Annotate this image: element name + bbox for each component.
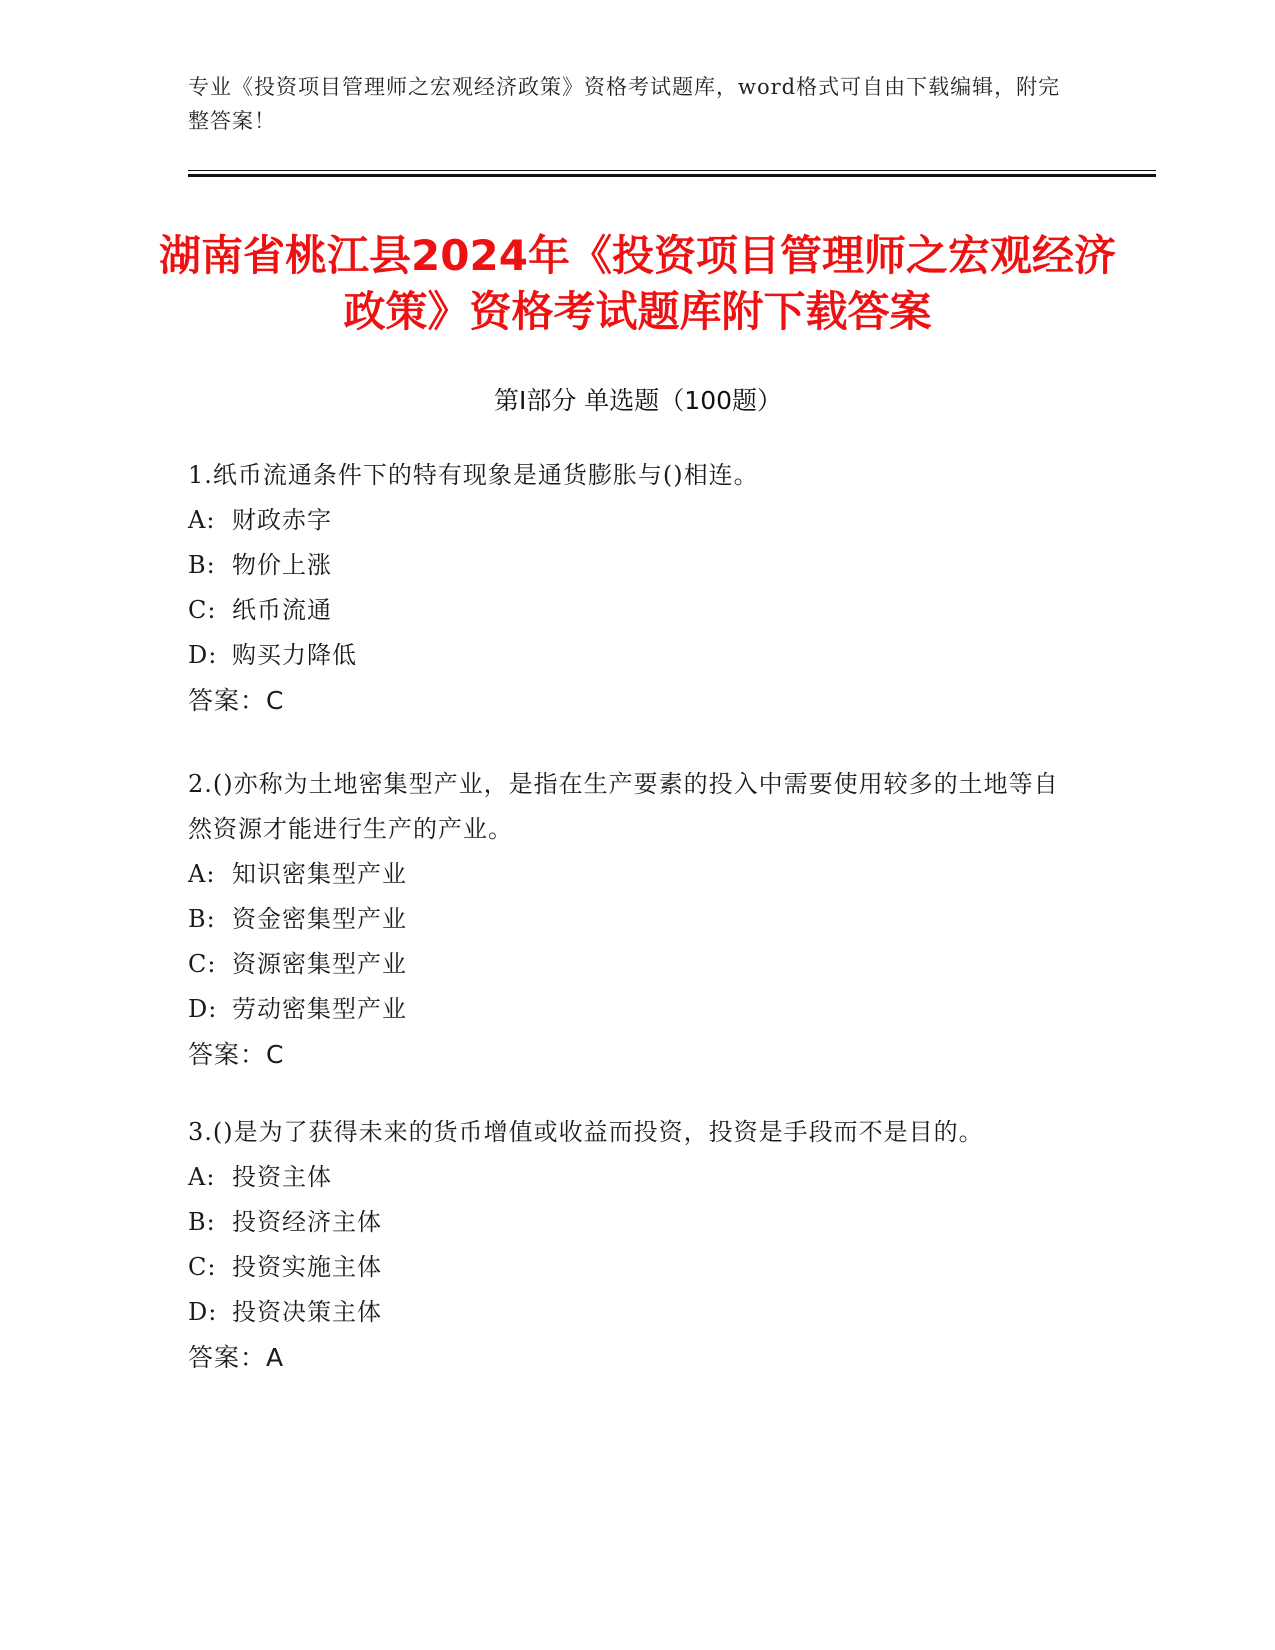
option-letter: C: (188, 596, 217, 624)
question-3 (188, 1110, 1068, 1380)
option-b (188, 543, 1068, 588)
answer-line (188, 1335, 1068, 1380)
option-c (188, 942, 1068, 987)
option-text: 投资经济主体 (232, 1208, 382, 1236)
section-title: 第Ⅰ部分 单选题（100题） (493, 386, 783, 415)
answer-value: C (266, 686, 285, 715)
option-a (188, 852, 1068, 897)
option-letter: C: (188, 950, 217, 978)
option-d (188, 987, 1068, 1032)
option-text: 购买力降低 (232, 641, 357, 669)
header-rule-thick (188, 174, 1156, 177)
question-2 (188, 762, 1068, 1077)
option-letter: D: (188, 1298, 218, 1326)
question-stem: 1.纸币流通条件下的特有现象是通货膨胀与()相连。 (188, 461, 759, 489)
option-letter: B: (188, 905, 216, 933)
option-letter: A: (188, 506, 216, 534)
option-text: 劳动密集型产业 (232, 995, 407, 1023)
option-text: 知识密集型产业 (232, 860, 407, 888)
option-c (188, 588, 1068, 633)
question-stem: 2.()亦称为土地密集型产业，是指在生产要素的投入中需要使用较多的土地等自然资源才能进行生产的产业。 (188, 770, 1059, 843)
answer-label: 答案： (188, 1343, 267, 1372)
option-text: 资金密集型产业 (232, 905, 407, 933)
option-b (188, 1200, 1068, 1245)
option-letter: A: (188, 860, 216, 888)
answer-line (188, 678, 1068, 723)
option-letter: A: (188, 1163, 216, 1191)
answer-value: C (266, 1040, 285, 1069)
option-c (188, 1245, 1068, 1290)
option-letter: B: (188, 551, 216, 579)
answer-label: 答案： (188, 1040, 267, 1069)
answer-value: A (266, 1343, 285, 1372)
document-title: 湖南省桃江县2024年《投资项目管理师之宏观经济政策》资格考试题库附下载答案 (159, 231, 1116, 336)
option-text: 财政赤字 (232, 506, 332, 534)
option-text: 资源密集型产业 (232, 950, 407, 978)
question-1 (188, 453, 1068, 723)
option-letter: D: (188, 641, 218, 669)
answer-label: 答案： (188, 686, 267, 715)
option-d (188, 1290, 1068, 1335)
option-d (188, 633, 1068, 678)
option-letter: C: (188, 1253, 217, 1281)
option-text: 投资决策主体 (232, 1298, 382, 1326)
option-a (188, 498, 1068, 543)
option-letter: D: (188, 995, 218, 1023)
option-text: 投资实施主体 (232, 1253, 382, 1281)
answer-line (188, 1032, 1068, 1077)
header-note: 专业《投资项目管理师之宏观经济政策》资格考试题库，word格式可自由下载编辑，附完整答案！ (188, 75, 1061, 133)
question-stem: 3.()是为了获得未来的货币增值或收益而投资，投资是手段而不是目的。 (188, 1118, 984, 1146)
header-rule-thin (188, 170, 1156, 171)
option-b (188, 897, 1068, 942)
option-text: 纸币流通 (232, 596, 332, 624)
option-a (188, 1155, 1068, 1200)
option-text: 投资主体 (232, 1163, 332, 1191)
option-text: 物价上涨 (232, 551, 332, 579)
option-letter: B: (188, 1208, 216, 1236)
